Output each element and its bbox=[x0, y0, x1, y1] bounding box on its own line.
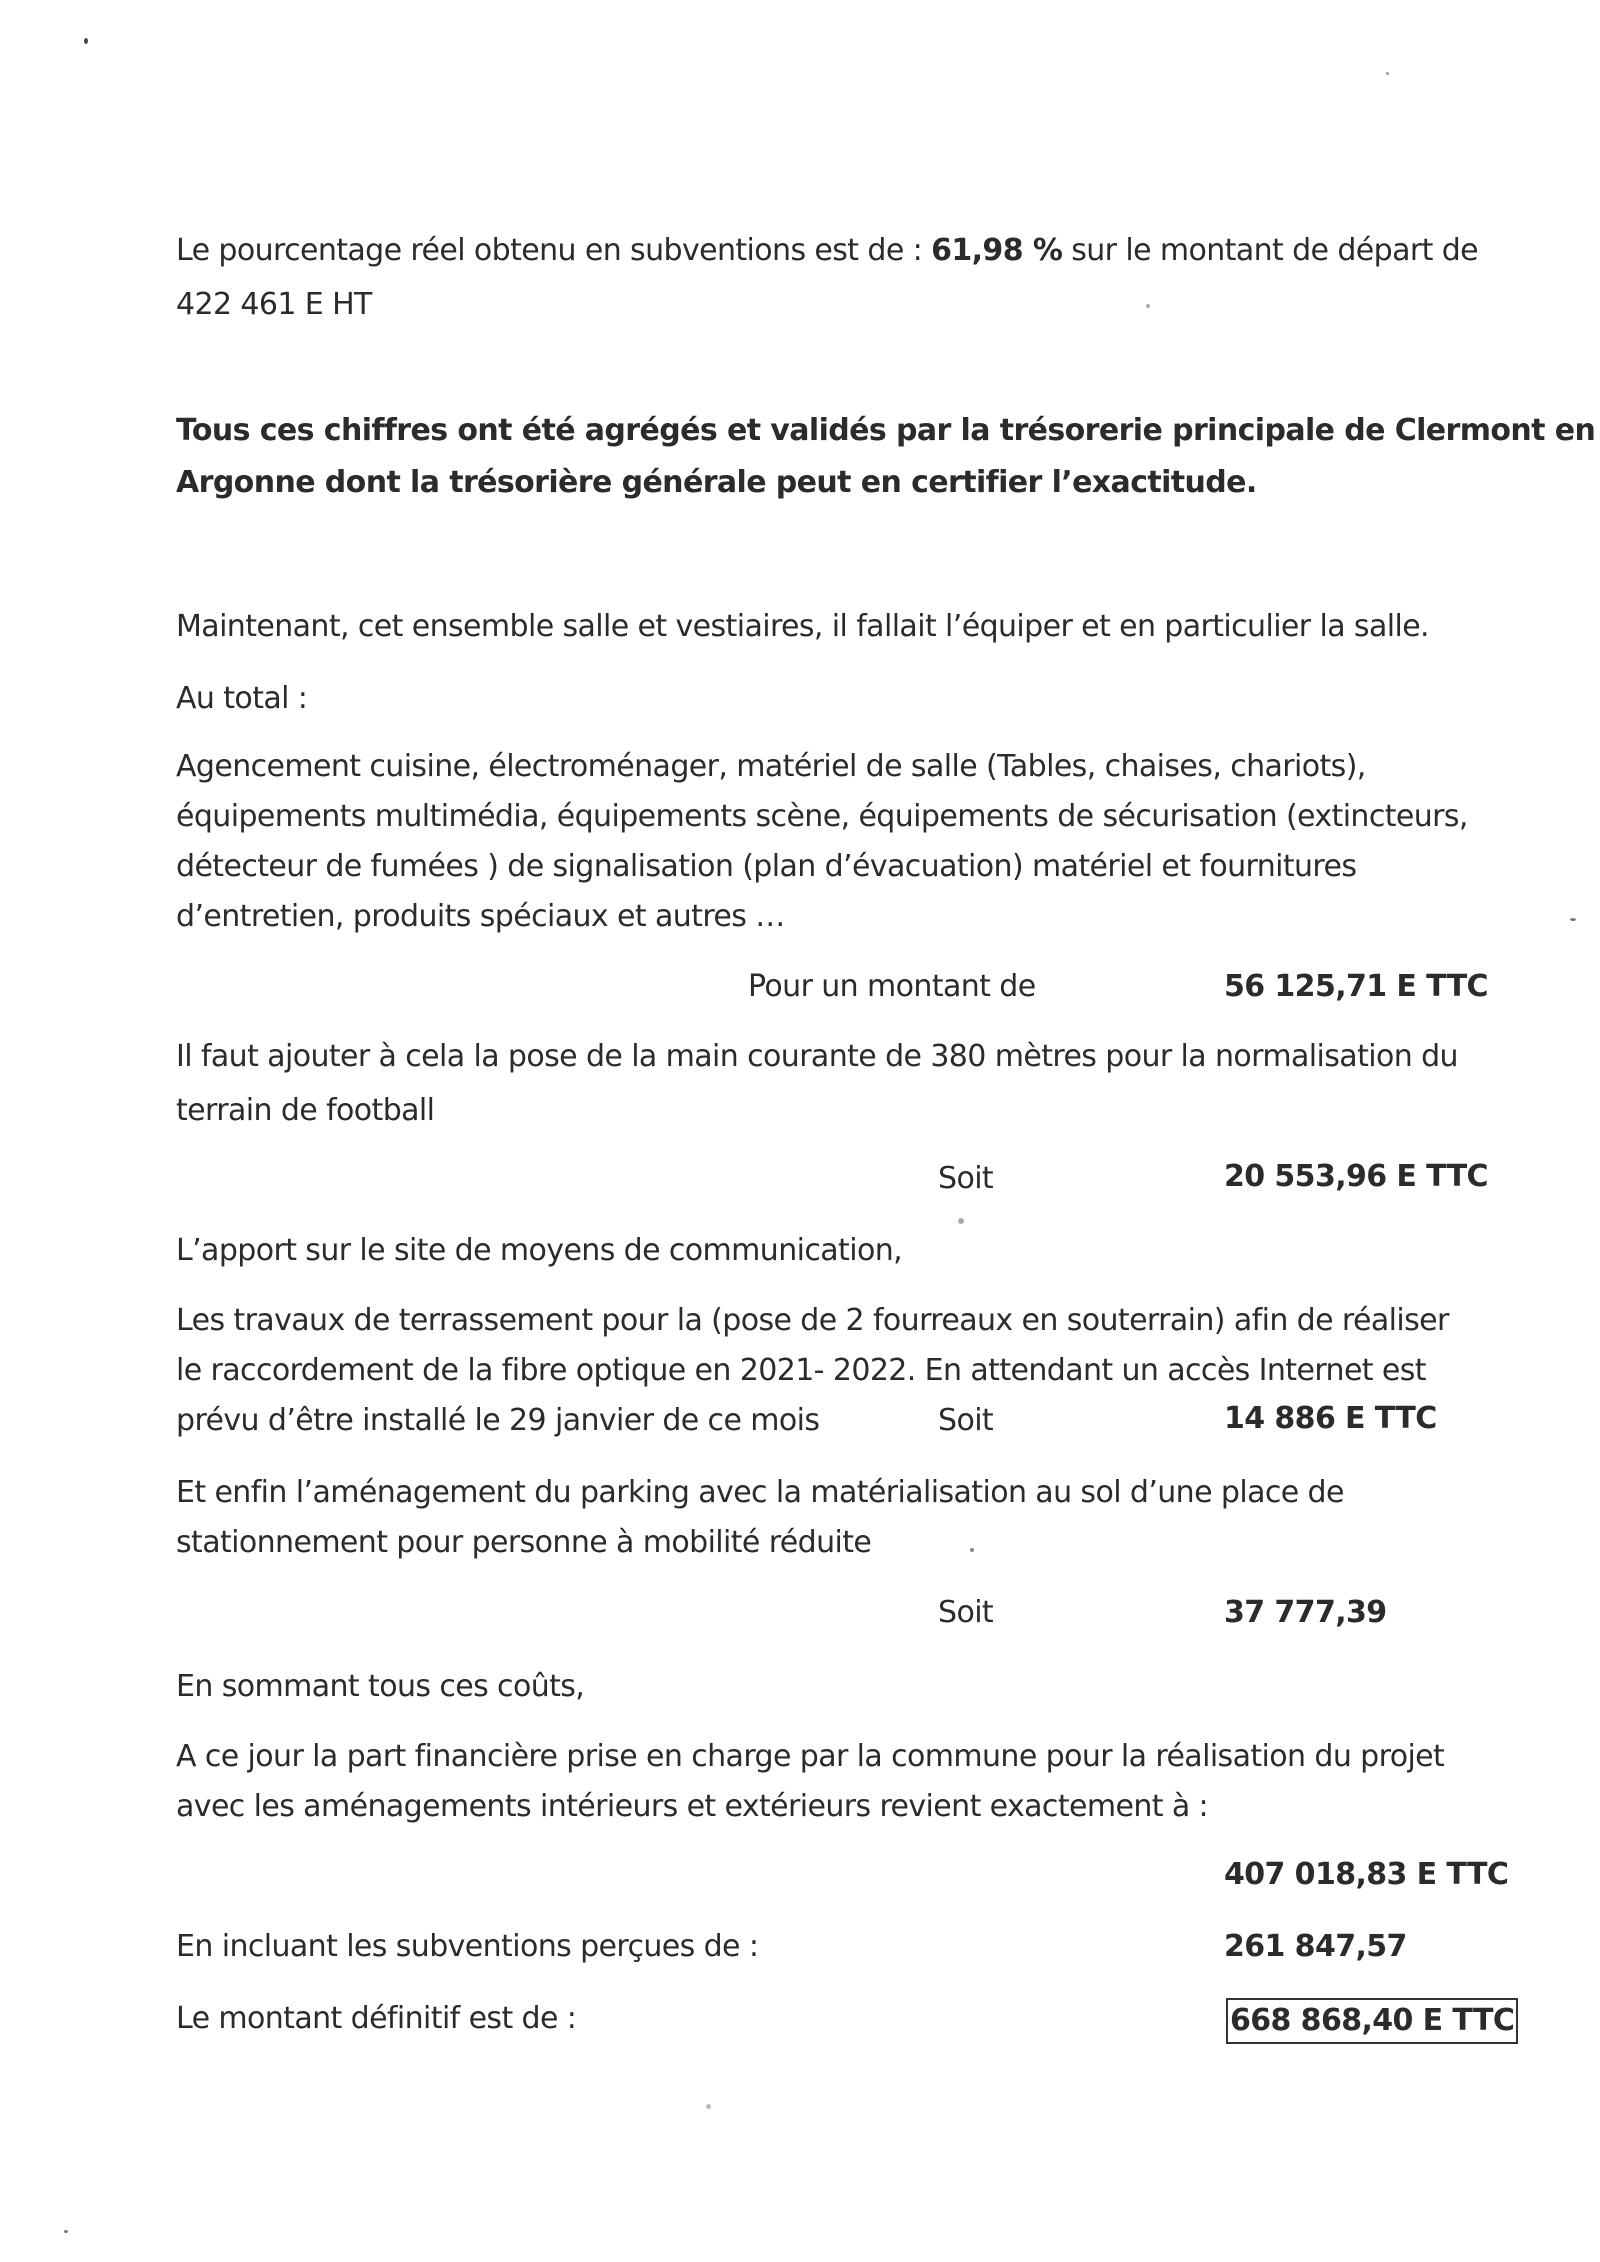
equipment-amount-label: Pour un montant de bbox=[748, 969, 1036, 1004]
intro-suffix: sur le montant de départ de bbox=[1062, 233, 1479, 268]
scan-speck bbox=[64, 2230, 68, 2233]
scan-speck bbox=[1570, 918, 1576, 921]
equipment-amount: 56 125,71 E TTC bbox=[1224, 969, 1488, 1004]
handrail-line-2: terrain de football bbox=[176, 1093, 435, 1128]
total-label: Au total : bbox=[176, 681, 308, 716]
intro-line-2: 422 461 E HT bbox=[176, 287, 372, 322]
equipment-list-line-1: Agencement cuisine, électroménager, matériel de salle (Tables, chaises, chariots), bbox=[176, 749, 1366, 784]
summary-line-1: En sommant tous ces coûts, bbox=[176, 1669, 585, 1704]
communication-line: L’apport sur le site de moyens de communication, bbox=[176, 1233, 903, 1268]
subsidies-amount: 261 847,57 bbox=[1224, 1929, 1407, 1964]
works-line-2: le raccordement de la fibre optique en 2021- 2022. En attendant un accès Internet est bbox=[176, 1353, 1426, 1388]
commune-amount: 407 018,83 E TTC bbox=[1224, 1857, 1509, 1892]
works-line-1: Les travaux de terrassement pour la (pose de 2 fourreaux en souterrain) afin de réaliser bbox=[176, 1303, 1449, 1338]
equipment-list-line-2: équipements multimédia, équipements scène, équipements de sécurisation (extincteurs, bbox=[176, 799, 1468, 834]
summary-line-2: A ce jour la part financière prise en charge par la commune pour la réalisation du projet bbox=[176, 1739, 1445, 1774]
handrail-soit-label: Soit bbox=[938, 1161, 994, 1196]
handrail-line-1: Il faut ajouter à cela la pose de la main courante de 380 mètres pour la normalisation du bbox=[176, 1039, 1458, 1074]
works-soit-label: Soit bbox=[938, 1403, 994, 1438]
final-label: Le montant définitif est de : bbox=[176, 2001, 577, 2036]
summary-line-3: avec les aménagements intérieurs et extérieurs revient exactement à : bbox=[176, 1789, 1209, 1824]
parking-soit-label: Soit bbox=[938, 1595, 994, 1630]
equipment-list-line-3: détecteur de fumées ) de signalisation (plan d’évacuation) matériel et fournitures bbox=[176, 849, 1357, 884]
parking-line-2: stationnement pour personne à mobilité réduite bbox=[176, 1525, 872, 1560]
parking-amount: 37 777,39 bbox=[1224, 1595, 1387, 1630]
equipment-intro: Maintenant, cet ensemble salle et vestiaires, il fallait l’équiper et en particulier la salle. bbox=[176, 609, 1429, 644]
equipment-list-line-4: d’entretien, produits spéciaux et autres … bbox=[176, 899, 785, 934]
validation-line-2: Argonne dont la trésorière générale peut en certifier l’exactitude. bbox=[176, 465, 1257, 500]
scan-speck bbox=[84, 38, 88, 44]
parking-line-1: Et enfin l’aménagement du parking avec la matérialisation au sol d’une place de bbox=[176, 1475, 1344, 1510]
final-amount: 668 868,40 E TTC bbox=[1226, 1998, 1518, 2044]
validation-line-1: Tous ces chiffres ont été agrégés et validés par la trésorerie principale de Clermont en bbox=[176, 413, 1596, 448]
subsidies-label: En incluant les subventions perçues de : bbox=[176, 1929, 759, 1964]
scan-speck bbox=[706, 2104, 711, 2109]
scan-speck bbox=[958, 1218, 964, 1224]
intro-line-1 bbox=[176, 226, 1478, 276]
scan-speck bbox=[970, 1548, 974, 1552]
intro-prefix: Le pourcentage réel obtenu en subventions est de : bbox=[176, 233, 932, 268]
works-line-3: prévu d’être installé le 29 janvier de ce mois bbox=[176, 1403, 820, 1438]
scan-speck bbox=[1386, 72, 1389, 75]
handrail-amount: 20 553,96 E TTC bbox=[1224, 1159, 1488, 1194]
scan-speck bbox=[1146, 304, 1150, 308]
subsidy-percentage: 61,98 % bbox=[931, 233, 1063, 268]
works-amount: 14 886 E TTC bbox=[1224, 1401, 1437, 1436]
